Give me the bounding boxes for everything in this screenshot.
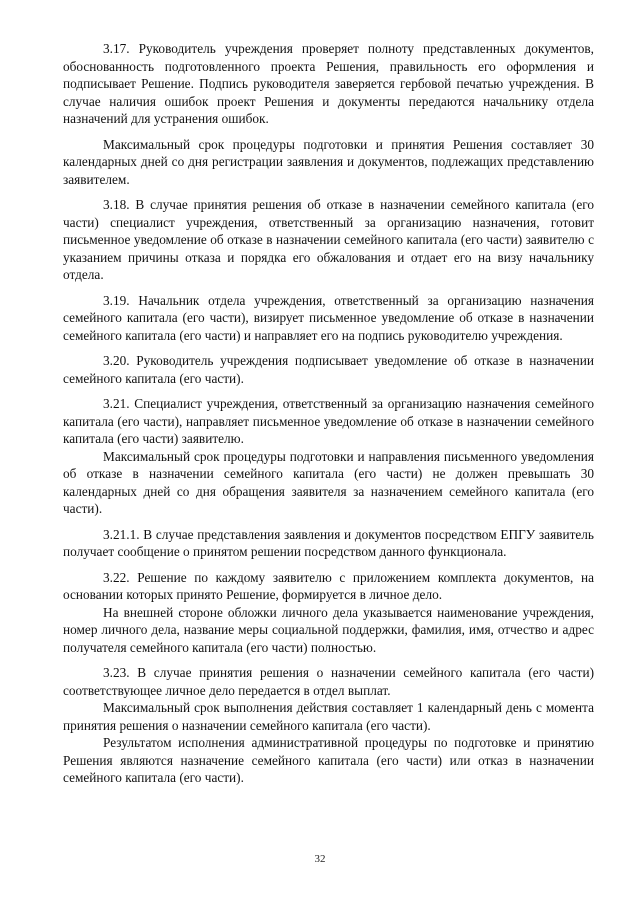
paragraph-3-21-1: 3.21.1. В случае представления заявления и документов посредством ЕПГУ заявитель получает сообщение о принятом решении посредством данного функционала. xyxy=(63,526,594,559)
paragraph-3-23: 3.23. В случае принятия решения о назначении семейного капитала (его части) соответствующее личное дело передается в отдел выплат. xyxy=(63,665,594,698)
paragraph-3-17-deadline: Максимальный срок процедуры подготовки и принятия Решения составляет 30 календарных дней со дня регистрации заявления и документов, подлежащих представлению заявителем. xyxy=(63,136,594,187)
paragraph-3-22-cover: На внешней стороне обложки личного дела указывается наименование учреждения, номер личного дела, название меры социальной поддержки, фамилия, имя, отчество и адрес получателя семейного капитала (его части) полностью. xyxy=(63,604,594,655)
paragraph-3-18: 3.18. В случае принятия решения об отказе в назначении семейного капитала (его части) специалист учреждения, ответственный за организацию назначения, готовит письменное уведомление об отказе в назначении семейного капитала (его части) заявителю с указанием причины отказа и порядка его обжалования и отдает его на визу начальнику отдела. xyxy=(63,197,594,282)
paragraph-3-19: 3.19. Начальник отдела учреждения, ответственный за организацию назначения семейного капитала (его части), визирует письменное уведомление об отказе в назначении семейного капитала (его части) и направляет его на подпись руководителю учреждения. xyxy=(63,292,594,343)
document-body xyxy=(63,40,594,787)
paragraph-3-23-deadline: Максимальный срок выполнения действия составляет 1 календарный день с момента принятия решения о назначении семейного капитала (его части). xyxy=(63,700,594,733)
paragraph-3-21: 3.21. Специалист учреждения, ответственный за организацию назначения семейного капитала (его части), направляет письменное уведомление об отказе в назначении семейного капитала (его части) заявителю. xyxy=(63,396,594,446)
paragraph-3-21-deadline: Максимальный срок процедуры подготовки и направления письменного уведомления об отказе в назначении семейного капитала (его части) не должен превышать 30 календарных дней со дня обращения заявителя за назначением семейного капитала (его части). xyxy=(63,448,594,516)
page-number: 32 xyxy=(314,853,326,865)
paragraph-3-17: 3.17. Руководитель учреждения проверяет полноту представленных документов, обоснованность подготовленного проекта Решения, правильность его оформления и подписывает Решение. Подпись руководителя заверяется гербовой печатью учреждения. В случае наличия ошибок проект Решения и документы передаются начальнику отдела назначений для устранения ошибок. xyxy=(63,41,594,126)
paragraph-3-23-result: Результатом исполнения административной процедуры по подготовке и принятию Решения являются назначение семейного капитала (его части) или отказ в назначении семейного капитала (его части). xyxy=(63,735,594,785)
paragraph-3-20: 3.20. Руководитель учреждения подписывает уведомление об отказе в назначении семейного капитала (его части). xyxy=(63,353,594,386)
paragraph-3-22: 3.22. Решение по каждому заявителю с приложением комплекта документов, на основании которых принято Решение, формируется в личное дело. xyxy=(63,569,594,602)
